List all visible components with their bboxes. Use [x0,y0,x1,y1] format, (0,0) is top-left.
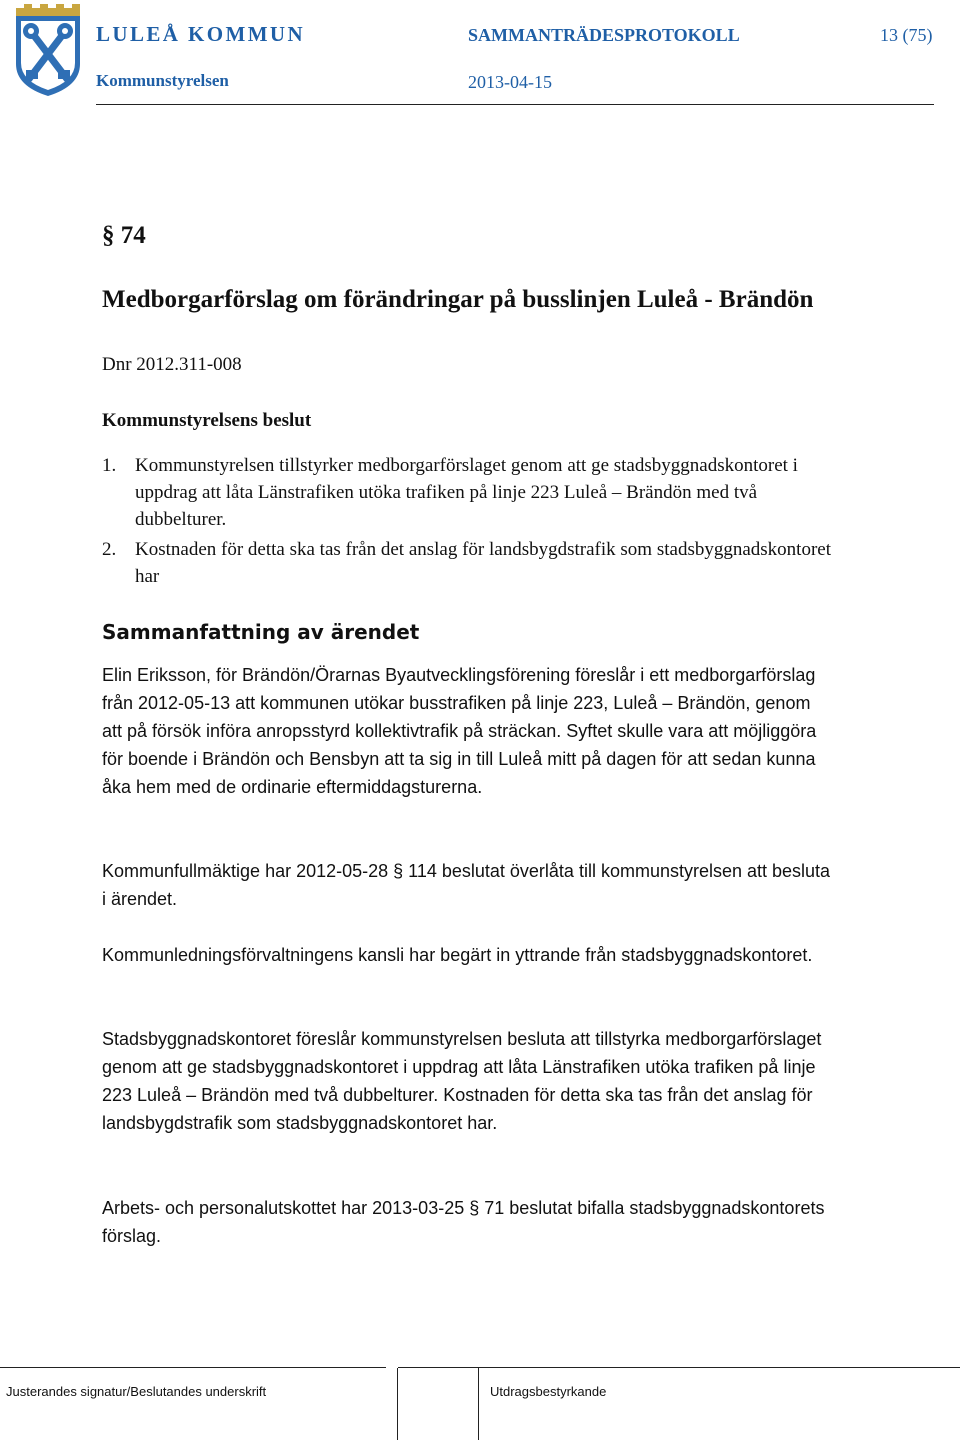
decision-heading: Kommunstyrelsens beslut [102,410,312,431]
summary-paragraph: Arbets- och personalutskottet har 2013-03-25 § 71 beslutat bifalla stadsbyggnadskontorets förslag. [102,1198,825,1246]
board-name: Kommunstyrelsen [96,71,229,90]
summary-paragraph: Kommunfullmäktige har 2012-05-28 § 114 beslutat överlåta till kommunstyrelsen att besluta i ärendet. [102,861,831,909]
page-number: 13 (75) [880,25,933,45]
footer-cell-border [397,1368,398,1440]
decision-point-number: 1. [102,455,117,476]
footer-divider [0,1367,386,1368]
paragraph-number: § 74 [102,222,146,249]
decision-point-text: Kostnaden för detta ska tas från det anslag för landsbygdstrafik som stadsbyggnadskontoret har [135,539,831,587]
summary-paragraph: Kommunledningsförvaltningens kansli har begärt in yttrande från stadsbyggnadskontoret. [102,945,813,965]
header-divider [96,104,934,105]
decision-point [102,452,832,533]
signature-label: Justerandes signatur/Beslutandes underskrift [6,1384,267,1399]
summary-heading: Sammanfattning av ärendet [102,620,420,644]
lulea-coat-of-arms-icon [12,2,84,98]
registration-number: Dnr 2012.311-008 [102,354,242,375]
decision-point-text: Kommunstyrelsen tillstyrker medborgarförslaget genom att ge stadsbyggnadskontoret i uppdrag att låta Länstrafiken utöka trafiken på linje 223 Luleå – Brändön med två dubbelturer. [135,455,798,530]
decision-point [102,536,832,590]
organization-name: LULEÅ KOMMUN [96,22,306,46]
footer-cell-border [478,1368,479,1440]
decision-point-number: 2. [102,539,117,560]
document-type: SAMMANTRÄDESPROTOKOLL [468,25,740,45]
footer-divider [398,1367,960,1368]
item-title: Medborgarförslag om förändringar på busslinjen Luleå - Brändön [102,286,814,313]
extract-certification-label: Utdragsbestyrkande [490,1384,607,1399]
meeting-date: 2013-04-15 [468,72,552,92]
summary-paragraph: Stadsbyggnadskontoret föreslår kommunstyrelsen besluta att tillstyrka medborgarförslaget genom att ge stadsbyggnadskontoret i uppdrag att låta Länstrafiken utöka trafiken på linje 223 Luleå – Brändön med två dubbelturer. Kostnaden för detta ska tas från det anslag för landsbygdstrafik som stadsbyggnadskontoret har. [102,1029,822,1133]
summary-paragraph: Elin Eriksson, för Brändön/Örarnas Byautvecklingsförening föreslår i ett medborgarförslag från 2012-05-13 att kommunen utökar busstrafiken på linje 223, Luleå – Brändön, genom att på försök införa anropsstyrd kollektivtrafik på sträckan. Syftet skulle vara att möjliggöra för boende i Brändön och Bensbyn att ta sig in till Luleå mitt på dagen för att sedan kunna åka hem med de ordinarie eftermiddagsturerna. [102,665,817,797]
